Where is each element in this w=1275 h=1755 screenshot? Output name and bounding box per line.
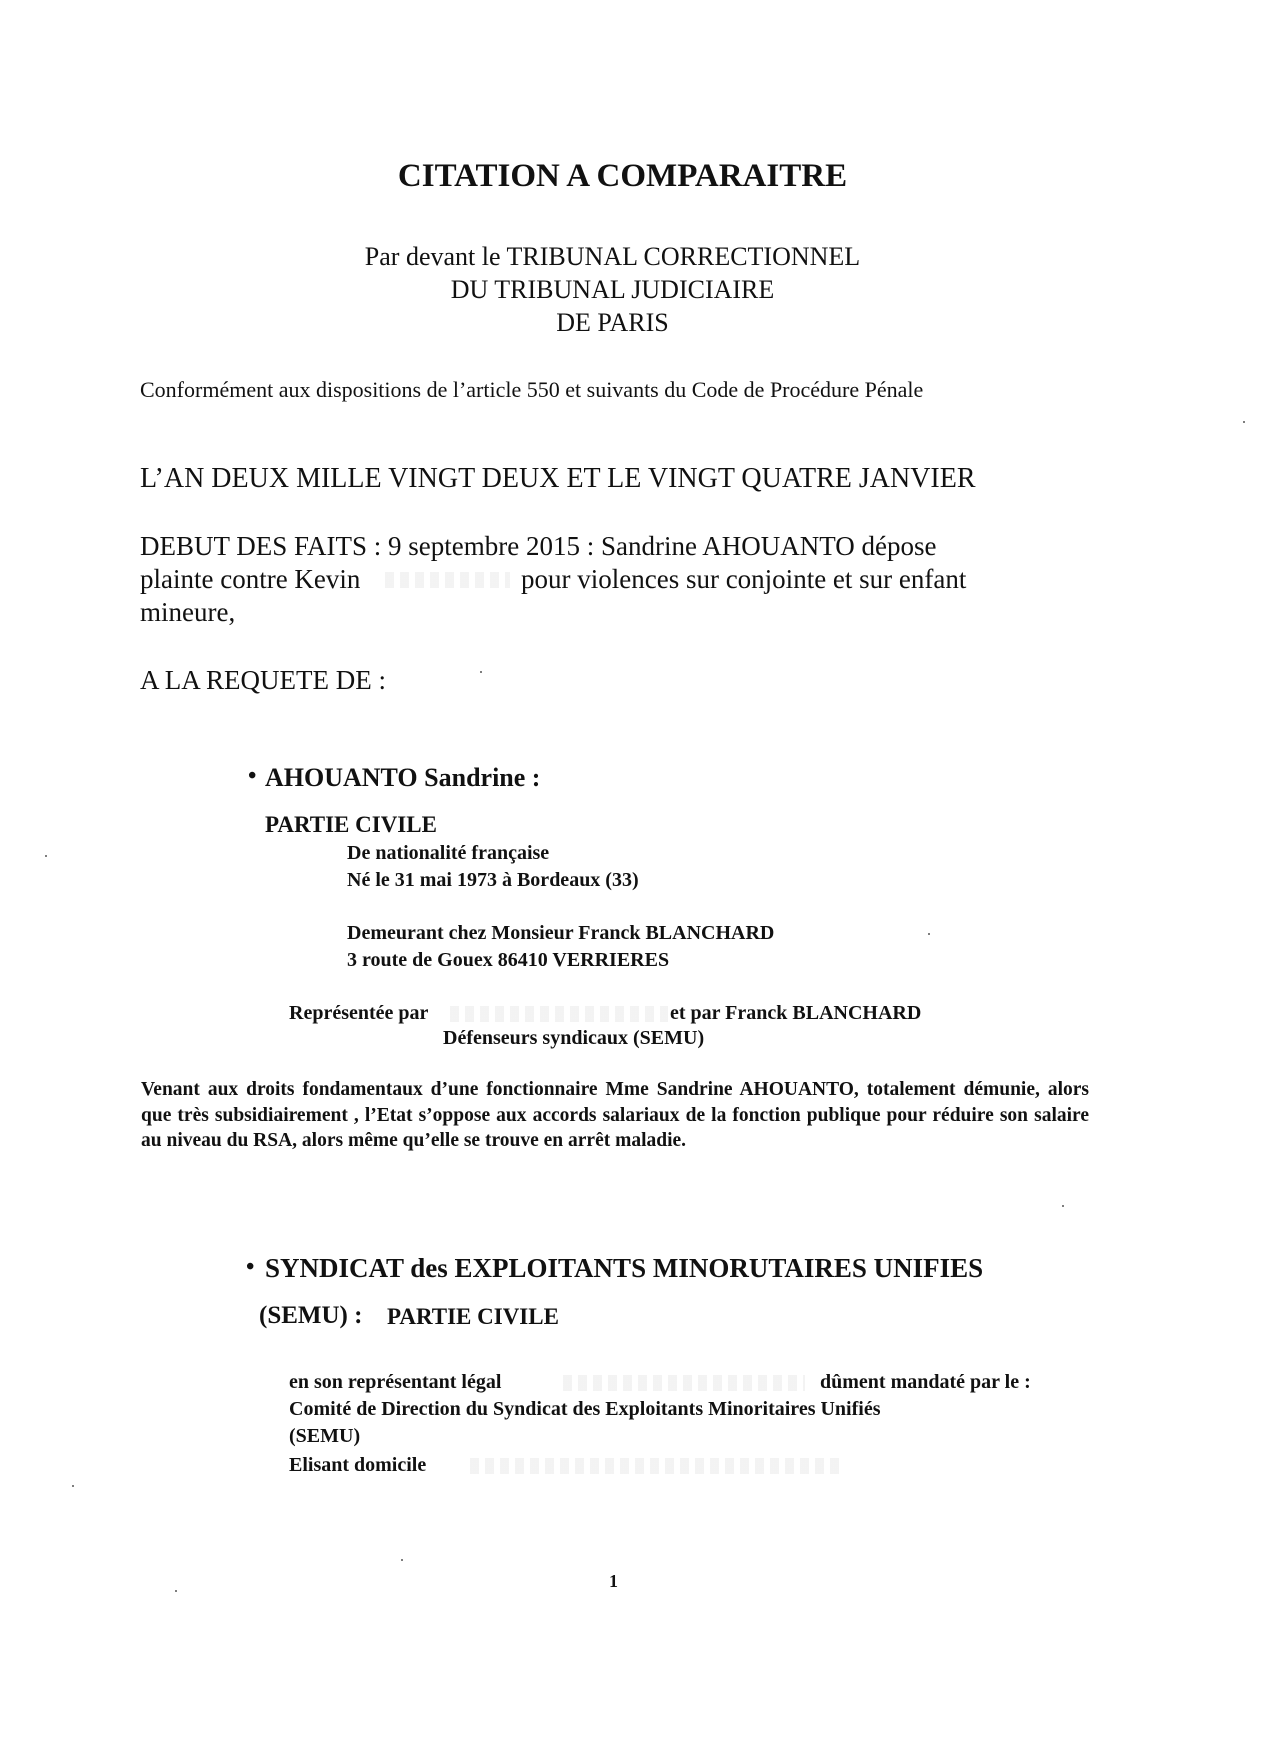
legal-basis: Conformément aux dispositions de l’article 550 et suivants du Code de Procédure Pénale xyxy=(140,377,924,402)
redacted-name xyxy=(385,572,510,588)
party2-role: PARTIE CIVILE xyxy=(387,1304,559,1329)
bullet-icon: • xyxy=(248,763,257,789)
party2-domicile: Elisant domicile xyxy=(289,1454,427,1476)
party1-nationality: De nationalité française xyxy=(347,842,550,864)
party2-semu: (SEMU) : xyxy=(259,1302,363,1329)
party1-role: PARTIE CIVILE xyxy=(265,812,437,837)
party1-statement: Venant aux droits fondamentaux d’une fonctionnaire Mme Sandrine AHOUANTO, totalement démunie, alors que très subsidiairement , l’Etat s’oppose aux accords salariaux de la fonction publique pour réduire son salaire au niveau du RSA, alors même qu’elle se trouve en arrêt maladie. xyxy=(141,1079,1089,1151)
document-title: CITATION A COMPARAITRE xyxy=(397,158,848,194)
party1-name: AHOUANTO Sandrine : xyxy=(265,763,541,792)
bullet-icon: • xyxy=(246,1254,255,1280)
party1-birth: Né le 31 mai 1973 à Bordeaux (33) xyxy=(347,869,639,891)
party1-address-2: 3 route de Gouex 86410 VERRIERES xyxy=(347,949,670,971)
court-line-2: DU TRIBUNAL JUDICIAIRE xyxy=(450,275,775,304)
party2-rep-label: en son représentant légal xyxy=(289,1371,502,1393)
facts-line-3: mineure, xyxy=(140,597,236,627)
court-line-3: DE PARIS xyxy=(556,308,669,337)
party2-committee: Comité de Direction du Syndicat des Exploitants Minoritaires Unifiés xyxy=(289,1398,881,1420)
facts-line-1: DEBUT DES FAITS : 9 septembre 2015 : Sandrine AHOUANTO dépose xyxy=(140,531,937,561)
court-line-1: Par devant le TRIBUNAL CORRECTIONNEL xyxy=(364,242,861,271)
facts-line-2a: plainte contre Kevin xyxy=(140,564,361,594)
redacted-domicile xyxy=(470,1458,840,1474)
redacted-representative xyxy=(450,1006,668,1022)
party2-rep-rest: dûment mandaté par le : xyxy=(820,1371,1031,1393)
party2-name: SYNDICAT des EXPLOITANTS MINORUTAIRES UNIFIES xyxy=(265,1253,984,1283)
date-line: L’AN DEUX MILLE VINGT DEUX ET LE VINGT QUATRE JANVIER xyxy=(140,463,976,494)
party1-address-1: Demeurant chez Monsieur Franck BLANCHARD xyxy=(347,922,775,944)
redacted-legal-representative xyxy=(563,1375,805,1391)
party1-represented-label: Représentée par xyxy=(289,1002,429,1024)
party2-semu-2: (SEMU) xyxy=(289,1425,361,1447)
party1-defenders: Défenseurs syndicaux (SEMU) xyxy=(443,1027,705,1049)
party1-represented-rest: et par Franck BLANCHARD xyxy=(670,1002,922,1024)
page-number: 1 xyxy=(609,1571,618,1591)
request-heading: A LA REQUETE DE : xyxy=(140,665,386,695)
facts-line-2b: pour violences sur conjointe et sur enfant xyxy=(521,564,967,594)
